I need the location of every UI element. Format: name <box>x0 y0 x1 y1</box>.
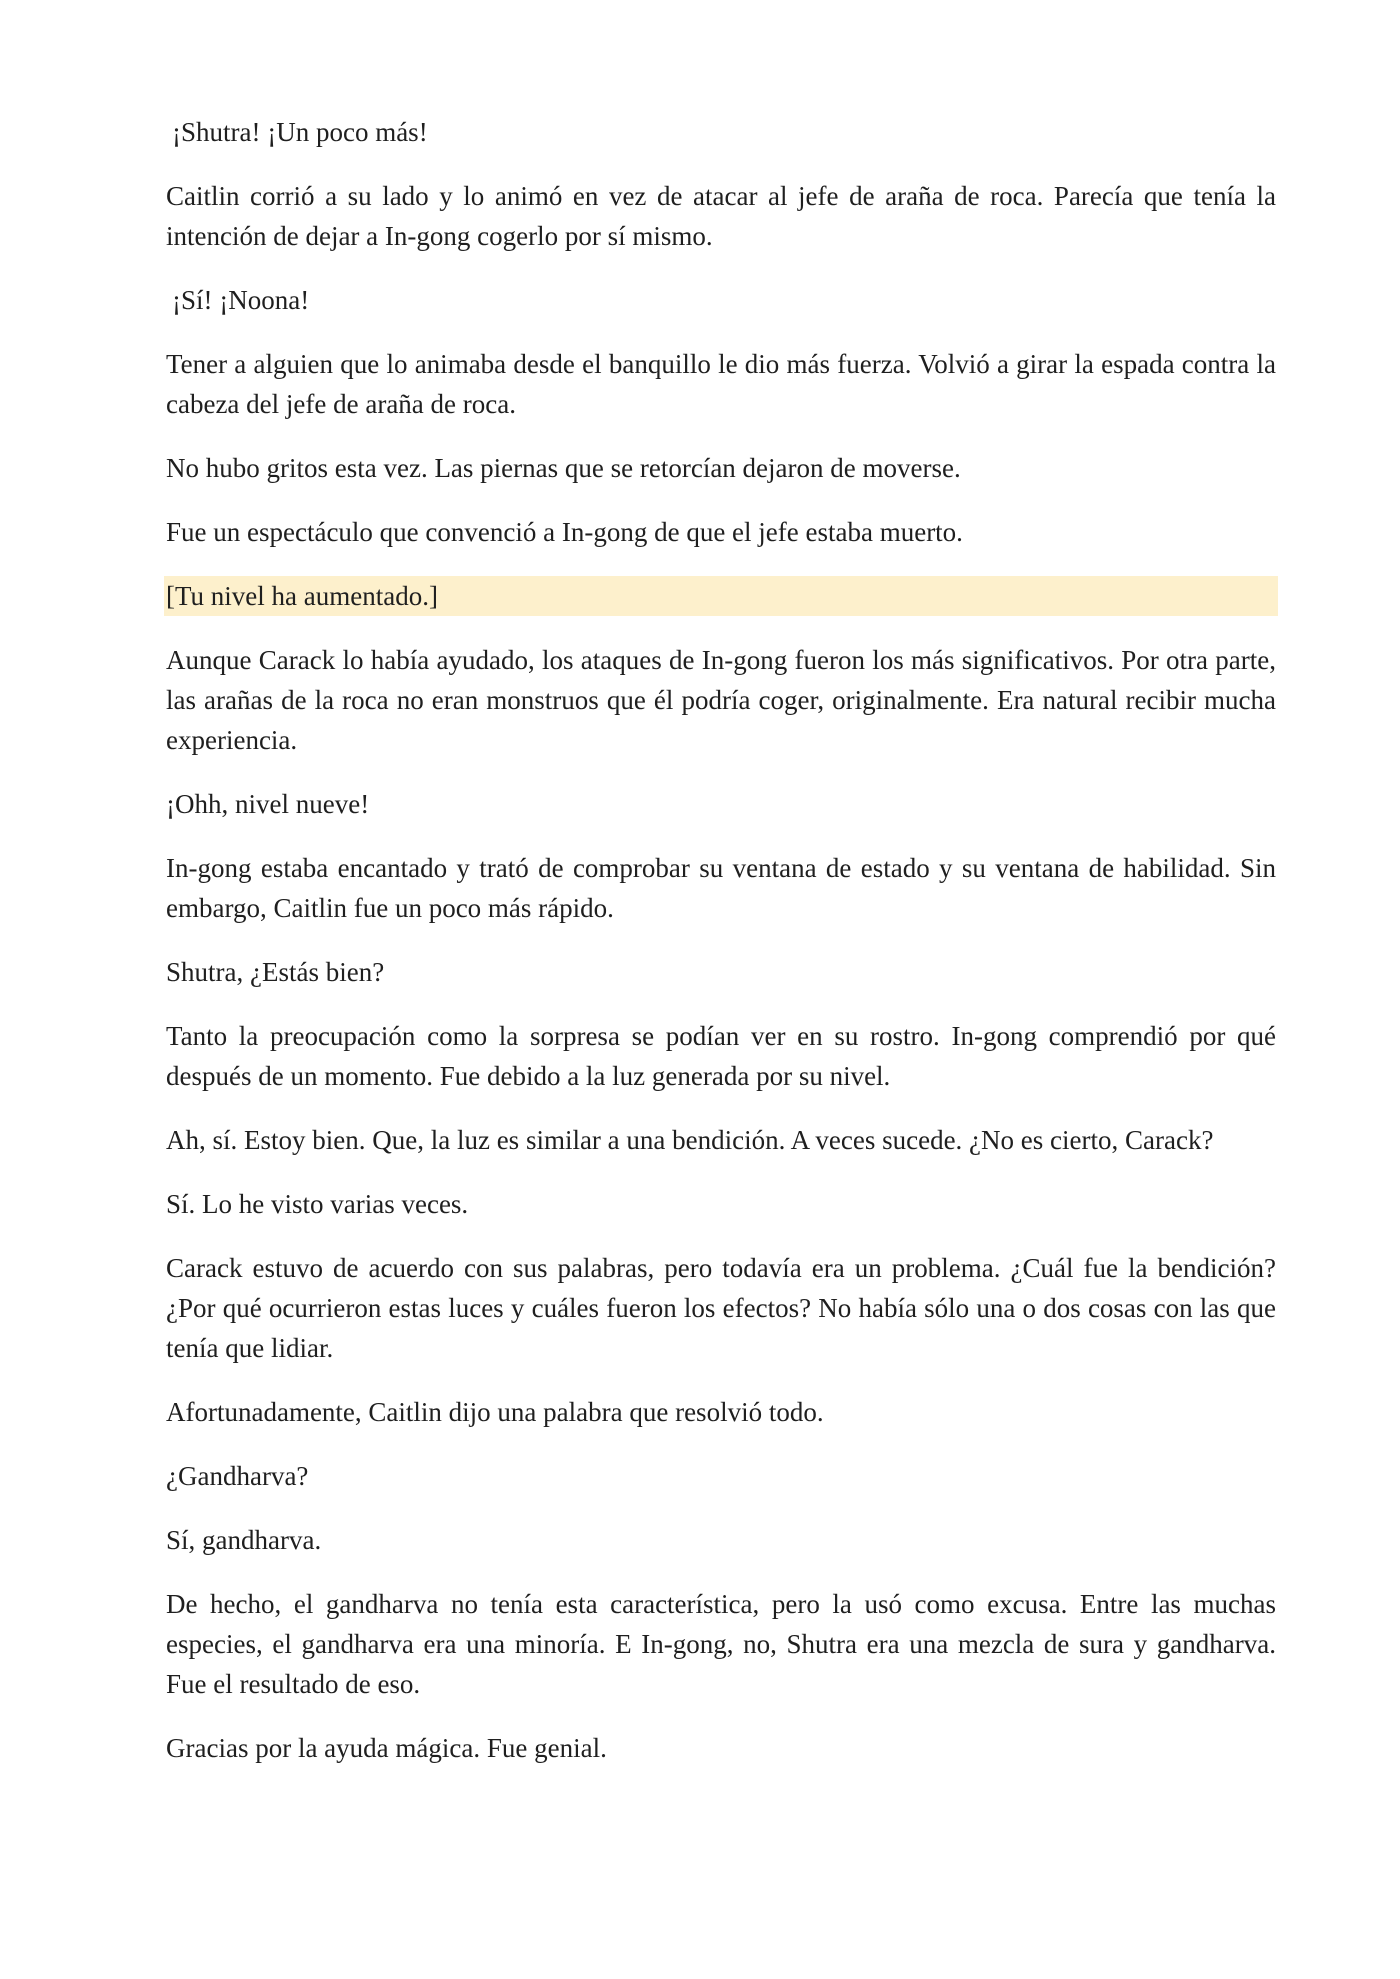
dialogue-paragraph: Sí. Lo he visto varias veces. <box>166 1189 469 1219</box>
narration-paragraph: Carack estuvo de acuerdo con sus palabras, pero todavía era un problema. ¿Cuál fue la bendición? ¿Por qué ocurrieron estas luces y cuáles fueron los efectos? No había sólo una o dos cosas con las que tenía que lidiar. <box>166 1253 1276 1363</box>
narration-paragraph: Tanto la preocupación como la sorpresa se podían ver en su rostro. In-gong comprendió por qué después de un momento. Fue debido a la luz generada por su nivel. <box>166 1021 1276 1091</box>
dialogue-paragraph: Shutra, ¿Estás bien? <box>166 957 385 987</box>
narration-paragraph: In-gong estaba encantado y trató de comprobar su ventana de estado y su ventana de habilidad. Sin embargo, Caitlin fue un poco más rápido. <box>166 853 1276 923</box>
dialogue-paragraph: ¡Shutra! ¡Un poco más! <box>172 117 428 147</box>
dialogue-paragraph: ¡Ohh, nivel nueve! <box>166 789 370 819</box>
narration-paragraph: Aunque Carack lo había ayudado, los ataques de In-gong fueron los más significativos. Por otra parte, las arañas de la roca no eran monstruos que él podría coger, originalmente. Era natural recibir mucha experiencia. <box>166 645 1276 755</box>
dialogue-paragraph: Gracias por la ayuda mágica. Fue genial. <box>166 1733 607 1763</box>
dialogue-paragraph: ¿Gandharva? <box>166 1461 309 1491</box>
system-message-highlight: [Tu nivel ha aumentado.] <box>164 576 1278 616</box>
narration-paragraph: De hecho, el gandharva no tenía esta característica, pero la usó como excusa. Entre las muchas especies, el gandharva era una minoría. E In-gong, no, Shutra era una mezcla de sura y gandharva. Fue el resultado de eso. <box>166 1589 1276 1699</box>
narration-paragraph: Tener a alguien que lo animaba desde el banquillo le dio más fuerza. Volvió a girar la espada contra la cabeza del jefe de araña de roca. <box>166 349 1276 419</box>
narration-paragraph: No hubo gritos esta vez. Las piernas que se retorcían dejaron de moverse. <box>166 453 961 483</box>
dialogue-paragraph: Sí, gandharva. <box>166 1525 322 1555</box>
dialogue-paragraph: ¡Sí! ¡Noona! <box>172 285 310 315</box>
narration-paragraph: Caitlin corrió a su lado y lo animó en vez de atacar al jefe de araña de roca. Parecía que tenía la intención de dejar a In-gong cogerlo por sí mismo. <box>166 181 1276 251</box>
narration-paragraph: Afortunadamente, Caitlin dijo una palabra que resolvió todo. <box>166 1397 824 1427</box>
narration-paragraph: Fue un espectáculo que convenció a In-gong de que el jefe estaba muerto. <box>166 517 963 547</box>
dialogue-paragraph: Ah, sí. Estoy bien. Que, la luz es similar a una bendición. A veces sucede. ¿No es cierto, Carack? <box>166 1125 1214 1155</box>
document-page <box>166 112 1276 1792</box>
